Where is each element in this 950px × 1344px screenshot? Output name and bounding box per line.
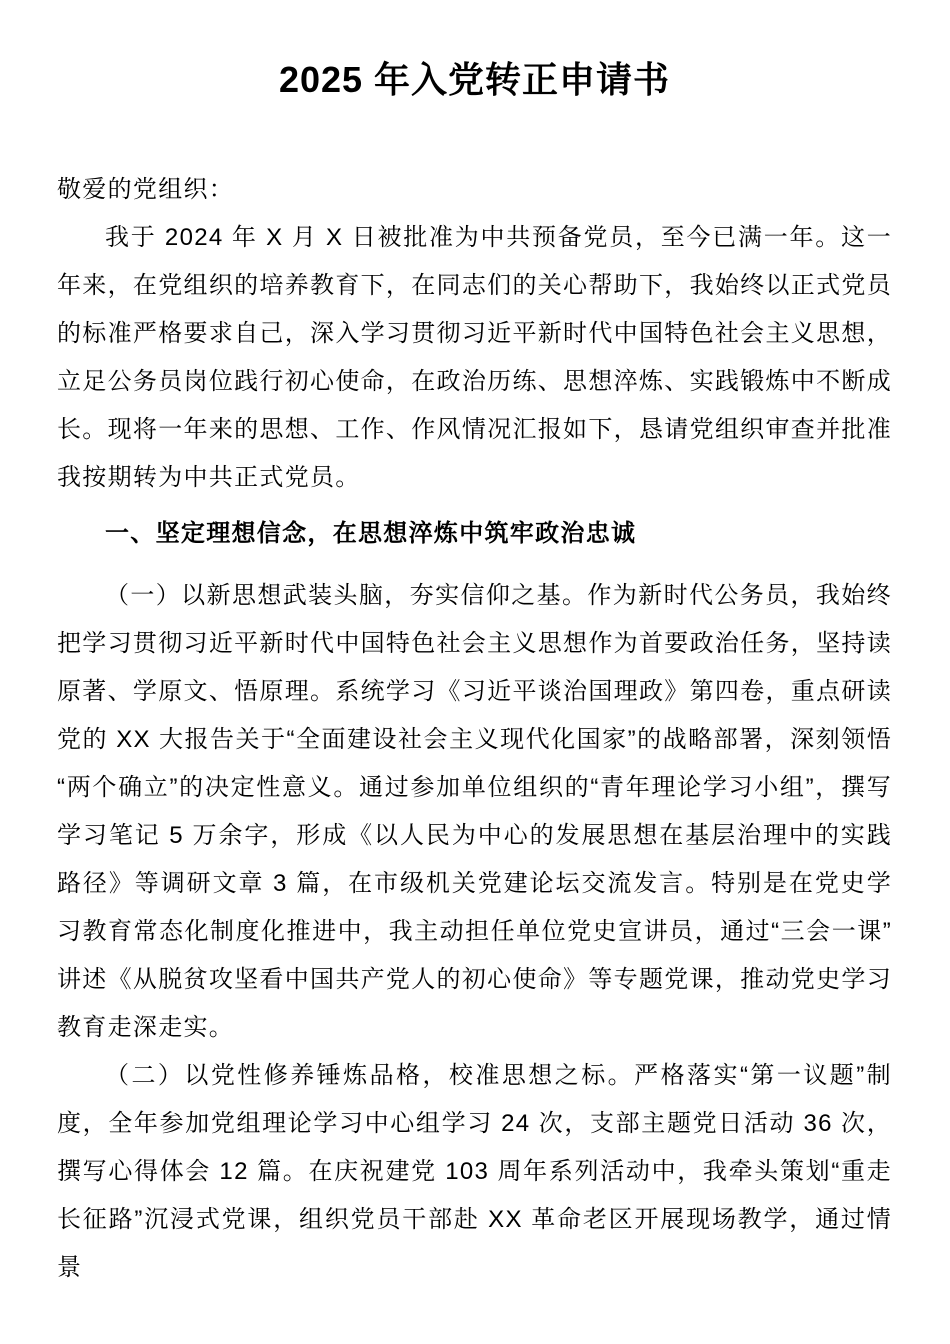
subsection-paragraph-1: （一）以新思想武装头脑，夯实信仰之基。作为新时代公务员，我始终把学习贯彻习近平新时代中国特色社会主义思想作为首要政治任务，坚持读原著、学原文、悟原理。系统学习《习近平谈治国理政》第四卷，重点研读党的 XX 大报告关于“全面建设社会主义现代化国家”的战略部署，深刻领悟“两个确立”的决定性意义。通过参加单位组织的“青年理论学习小组”，撰写学习笔记 5 万余字，形成《以人民为中心的发展思想在基层治理中的实践路径》等调研文章 3 篇，在市级机关党建论坛交流发言。特别是在党史学习教育常态化制度化推进中，我主动担任单位党史宣讲员，通过“三会一课”讲述《从脱贫攻坚看中国共产党人的初心使命》等专题党课，推动党史学习教育走深走实。 (57, 582, 892, 1041)
document-title: 2025 年入党转正申请书 (278, 59, 671, 100)
section-heading-1: 一、坚定理想信念，在思想淬炼中筑牢政治忠诚 (105, 520, 637, 547)
salutation: 敬爱的党组织： (57, 176, 235, 203)
subsection-paragraph-2: （二）以党性修养锤炼品格，校准思想之标。严格落实“第一议题”制度，全年参加党组理论学习中心组学习 24 次，支部主题党日活动 36 次，撰写心得体会 12 篇。在庆祝建党 103 周年系列活动中，我牵头策划“重走长征路”沉浸式党课，组织党员干部赴 XX 革命老区开展现场教学，通过情景 (57, 1062, 892, 1281)
intro-paragraph: 我于 2024 年 X 月 X 日被批准为中共预备党员，至今已满一年。这一年来，在党组织的培养教育下，在同志们的关心帮助下，我始终以正式党员的标准严格要求自己，深入学习贯彻习近平新时代中国特色社会主义思想，立足公务员岗位践行初心使命，在政治历练、思想淬炼、实践锻炼中不断成长。现将一年来的思想、工作、作风情况汇报如下，恳请党组织审查并批准我按期转为中共正式党员。 (57, 224, 892, 491)
